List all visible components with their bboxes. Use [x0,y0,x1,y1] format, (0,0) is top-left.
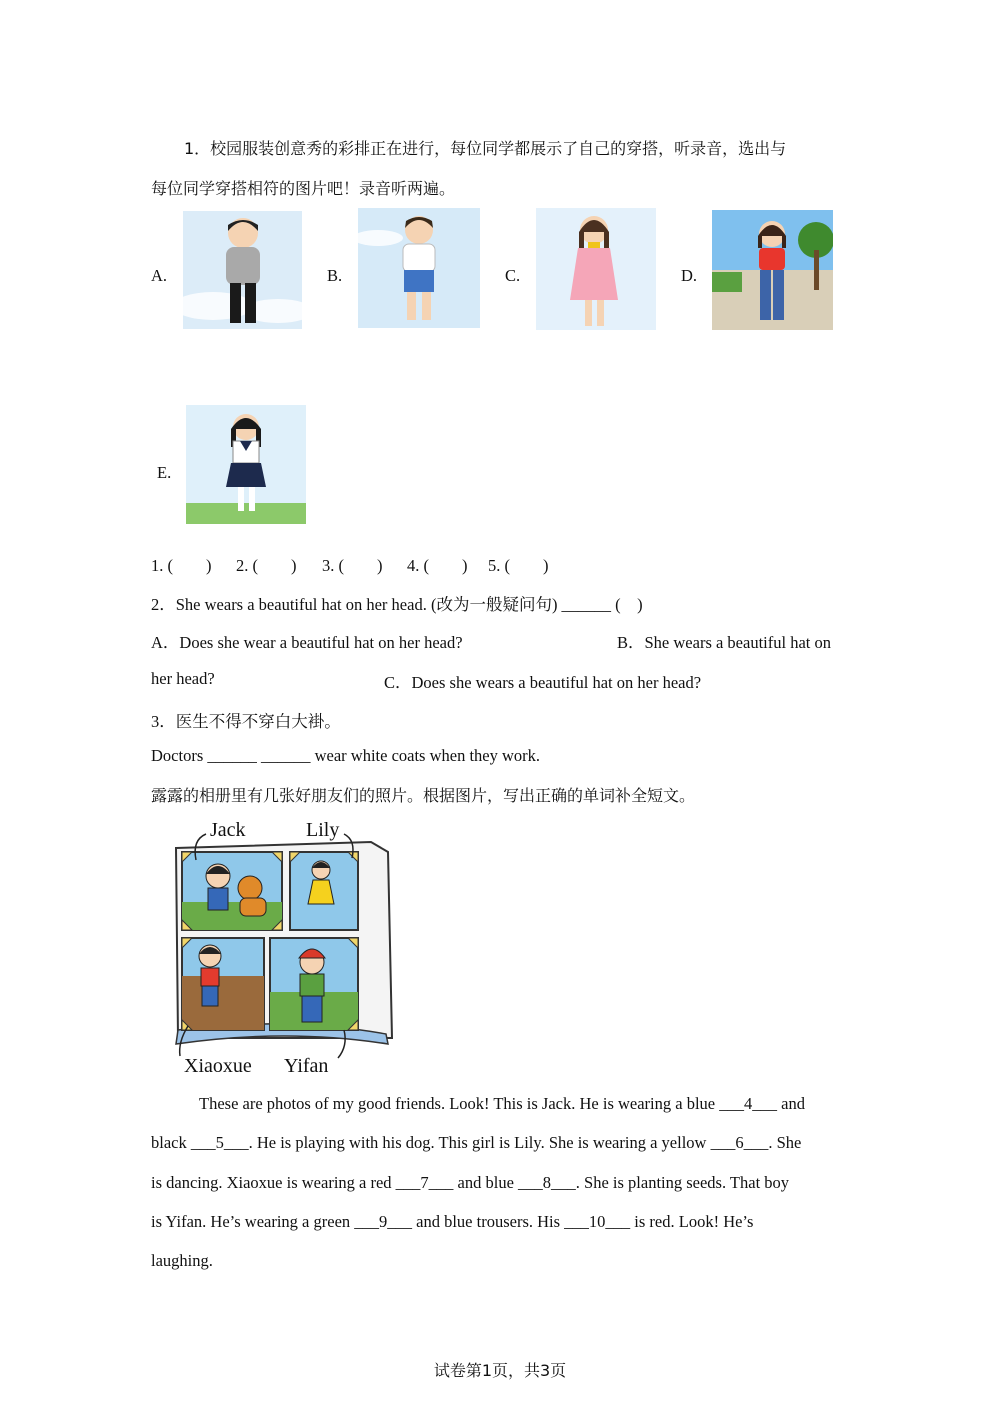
q4-intro: 露露的相册里有几张好朋友们的照片。根据图片，写出正确的单词补全短文。 [151,786,696,805]
option-c-label: C. [505,266,521,285]
q2-option-c[interactable]: C．Does she wears a beautiful hat on her head? [384,673,702,692]
answer-blank-1[interactable]: 1. ( ) [151,556,212,575]
option-a-label: A. [151,266,168,285]
passage-line-1: These are photos of my good friends. Look! This is Jack. He is wearing a blue ___4___ and [199,1094,805,1113]
option-e-label: E. [157,463,172,482]
option-d-label: D. [681,266,698,285]
option-b-picture [358,208,480,328]
album-label-lily: Lily [306,819,340,841]
q2-option-b[interactable]: B．She wears a beautiful hat on [617,633,831,652]
album-label-yifan: Yifan [284,1055,329,1076]
q2-stem: 2．She wears a beautiful hat on her head. (改为一般疑问句) ______ ( ) [151,595,643,614]
q2-option-a[interactable]: A．Does she wear a beautiful hat on her head? [151,633,463,652]
passage-line-5: laughing. [151,1251,213,1270]
q1-stem-line2: 每位同学穿搭相符的图片吧！录音听两遍。 [151,179,456,198]
photo-album-picture [166,816,396,1076]
option-e-picture [186,405,306,524]
option-a-picture [183,211,302,329]
option-b-label: B. [327,266,343,285]
passage-line-2: black ___5___. He is playing with his dog. This girl is Lily. She is wearing a yellow ___6___. She [151,1133,802,1152]
album-label-xiaoxue: Xiaoxue [184,1055,252,1076]
answer-blank-4[interactable]: 4. ( ) [407,556,468,575]
passage-line-4: is Yifan. He’s wearing a green ___9___ and blue trousers. His ___10___ is red. Look! He’s [151,1212,754,1231]
album-label-jack: Jack [210,819,246,841]
passage-line-3: is dancing. Xiaoxue is wearing a red ___7___ and blue ___8___. She is planting seeds. That boy [151,1173,790,1192]
option-d-picture [712,210,833,330]
answer-blank-5[interactable]: 5. ( ) [488,556,549,575]
answer-blank-2[interactable]: 2. ( ) [236,556,297,575]
q1-stem-line1: 1．校园服装创意秀的彩排正在进行，每位同学都展示了自己的穿搭，听录音，选出与 [184,139,787,158]
q3-stem: 3．医生不得不穿白大褂。 [151,712,341,731]
q3-fill-line[interactable]: Doctors ______ ______ wear white coats when they work. [151,746,541,765]
page-footer: 试卷第1页，共3页 [433,1361,567,1380]
q2-option-b-continued: her head? [151,669,215,688]
option-c-picture [536,208,656,330]
answer-blank-3[interactable]: 3. ( ) [322,556,383,575]
